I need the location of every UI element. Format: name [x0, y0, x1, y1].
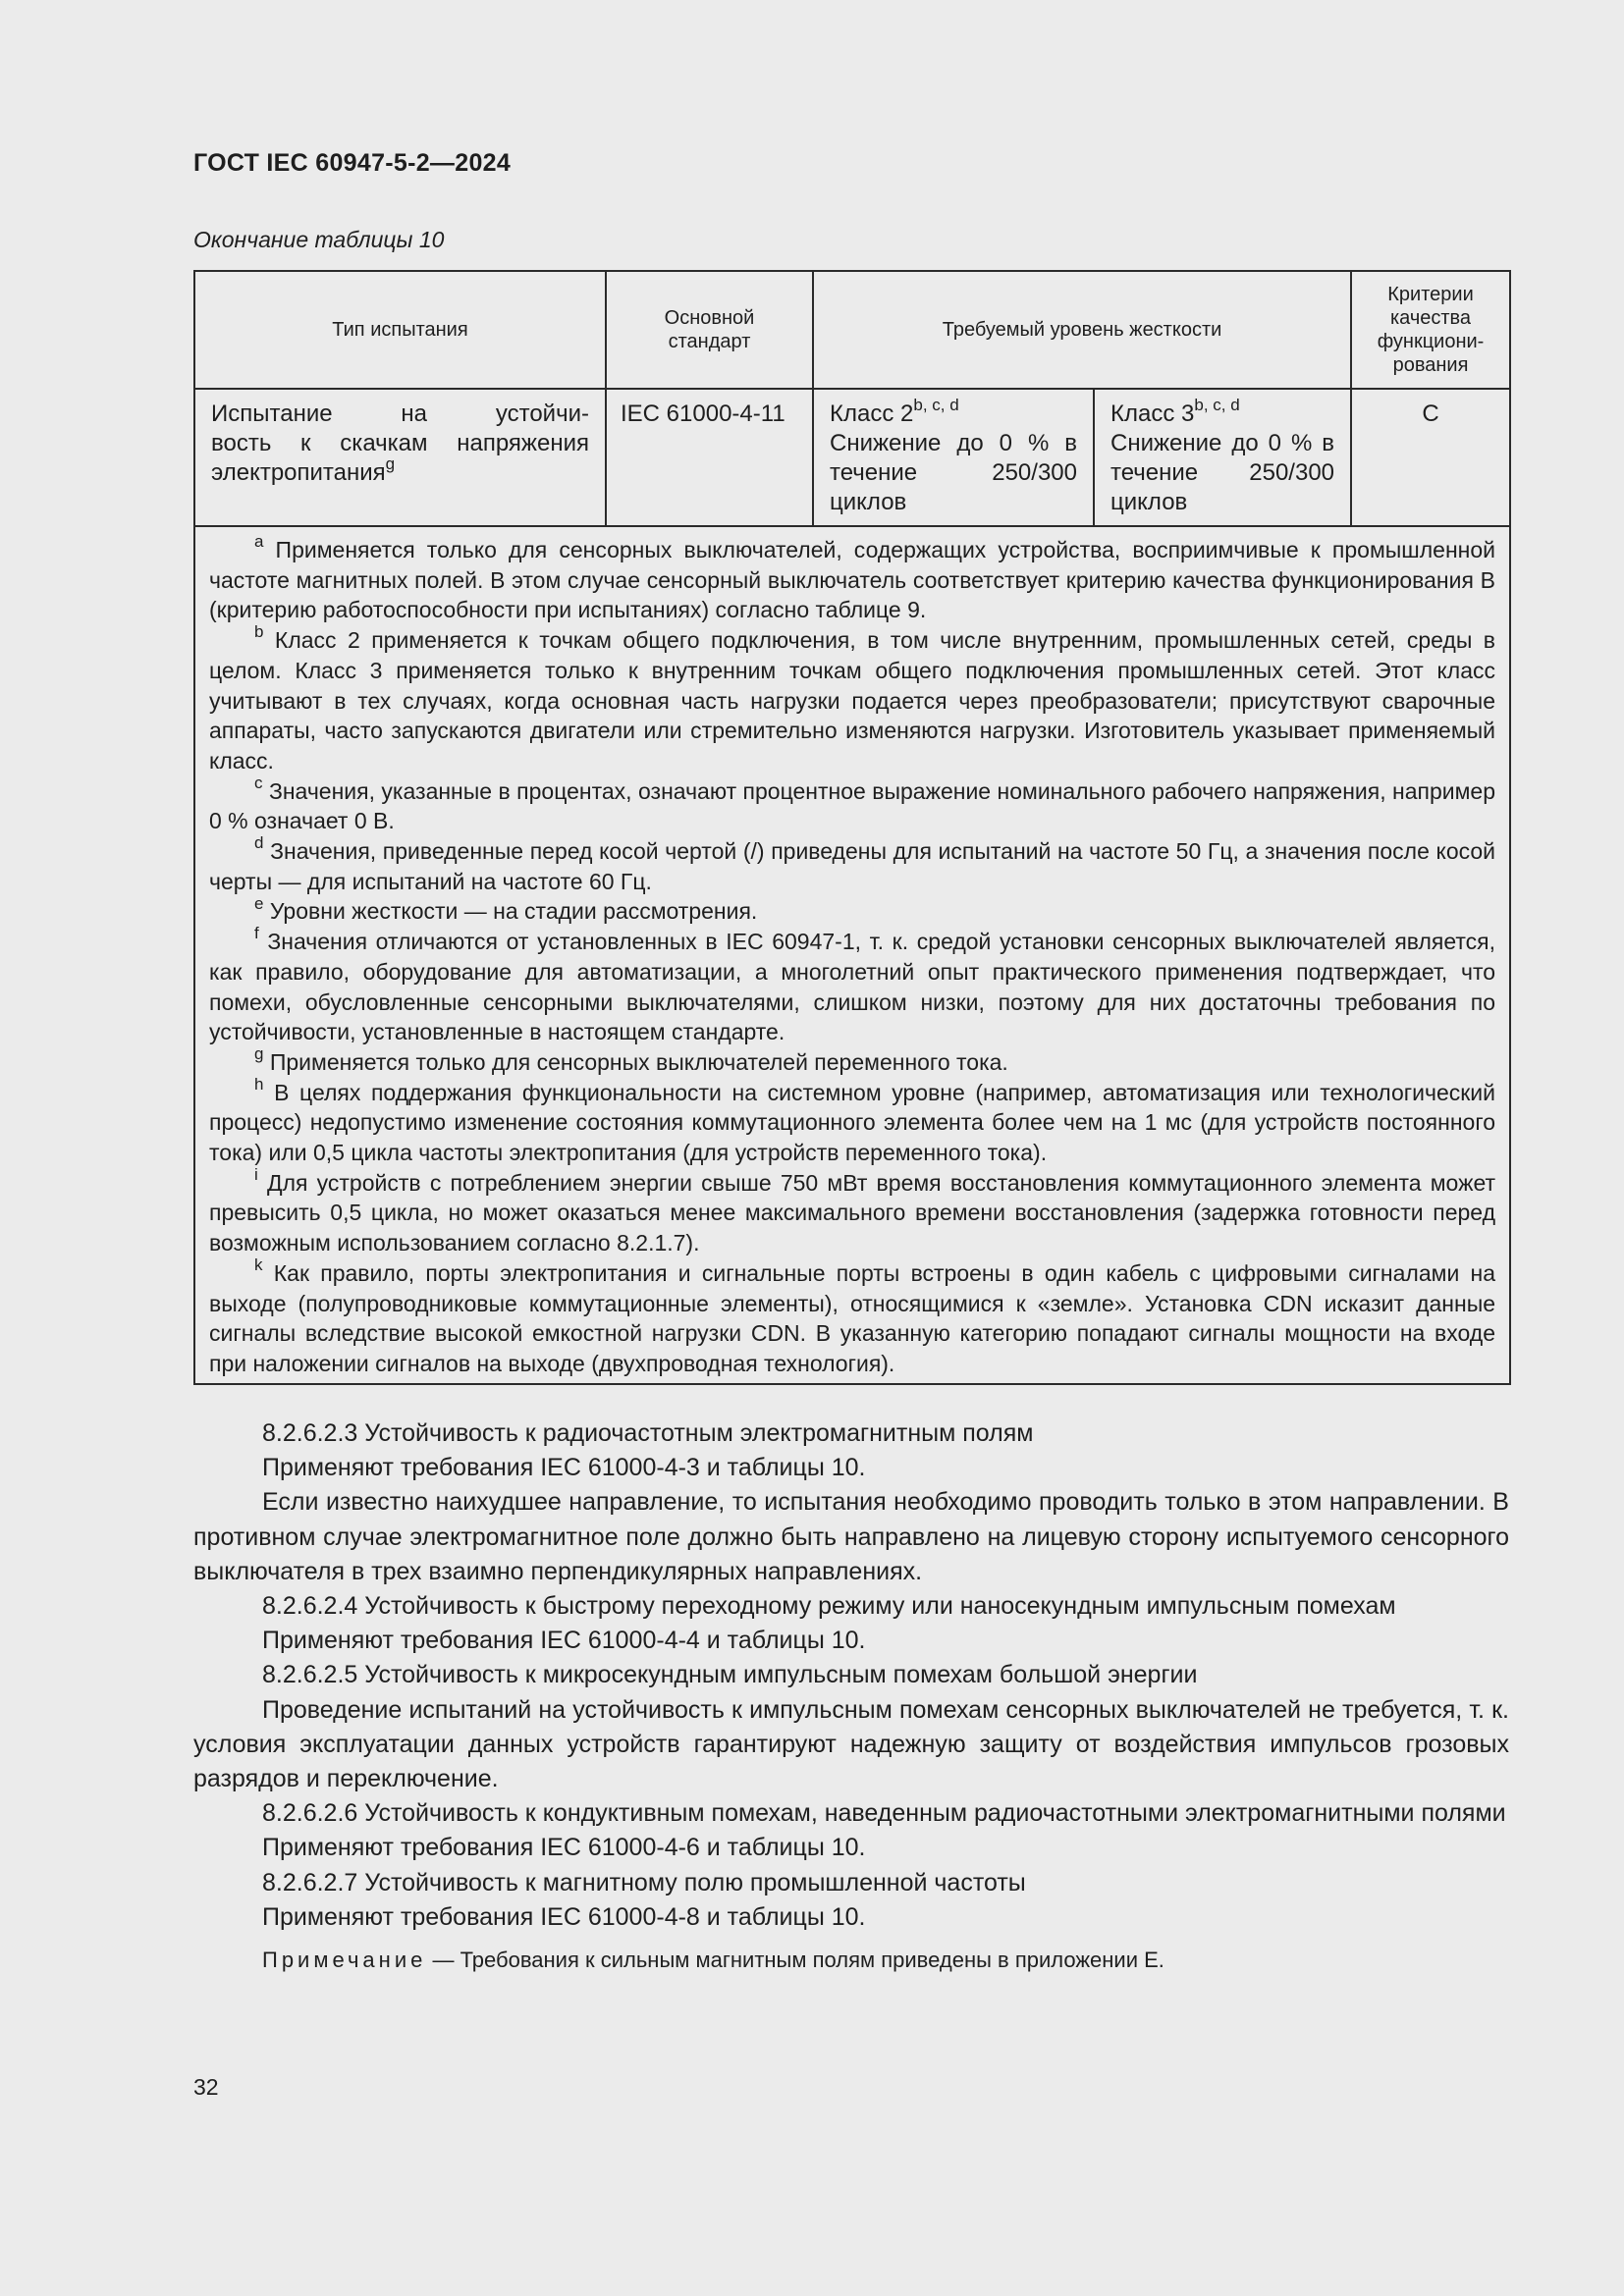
- header-criteria-line2: качества: [1389, 307, 1472, 329]
- footnote-mark: a: [254, 532, 264, 552]
- footnote-g: [209, 1044, 1495, 1078]
- cell-test-type: [194, 389, 606, 526]
- footnote-text: Значения отличаются от установленных в IEC 60947-1, т. к. средой установки сенсорных выключателей является, как правило, оборудование для автоматизации, а многолетний опыт практического применения подтверждает, что помехи, обусловленные сенсорными выключателями, слишком низки, поэтому для них достаточны требования по устойчивости, установленные в настоящем стандарте.: [209, 929, 1496, 1045]
- note: [193, 1943, 1509, 1977]
- section-heading-8-2-6-2-7: 8.2.6.2.7 Устойчивость к магнитному полю промышленной частоты: [262, 1868, 1026, 1896]
- class-3-title: [1110, 396, 1334, 429]
- class-3-footnote-marks: b, c, d: [1194, 396, 1240, 414]
- footnote-mark: b: [254, 622, 264, 642]
- footnote-a: [209, 532, 1496, 625]
- footnotes-row: [194, 526, 1510, 1384]
- note-label: Примечание: [262, 1948, 427, 1973]
- test-footnote-mark: g: [385, 454, 396, 473]
- footnote-h: [209, 1075, 1496, 1168]
- footnote-text: Класс 2 применяется к точкам общего подключения, в том числе внутренним, промышленных сетей, среды в целом. Класс 3 применяется только к внутренним точкам общего подключения промышленных сетей. Этот класс учитывают в тех случаях, когда основная часть нагрузки подается через преобразователи; присутствуют сварочные аппараты, часто запускаются двигатели или стремительно изменяются нагрузки. Изготовитель указывает применяемый класс.: [209, 627, 1496, 774]
- test-line-3: [211, 454, 589, 488]
- document-header: ГОСТ IEC 60947-5-2—2024: [193, 149, 512, 177]
- footnote-text: Значения, приведенные перед косой чертой (/) приведены для испытаний на частоте 50 Гц, а значения после косой черты — для испытаний на частоте 60 Гц.: [209, 838, 1496, 894]
- test-word-1: Испытание: [211, 400, 333, 427]
- class-2-title: [830, 396, 1077, 429]
- body-text: [193, 1416, 1509, 1977]
- header-standard-line2: стандарт: [668, 331, 751, 352]
- footnote-k: [209, 1255, 1496, 1379]
- footnote-mark: d: [254, 833, 264, 853]
- footnotes-cell: [194, 526, 1510, 1384]
- cell-standard: IEC 61000-4-11: [606, 389, 813, 526]
- section-heading-8-2-6-2-5: 8.2.6.2.5 Устойчивость к микросекундным импульсным помехам большой энергии: [262, 1661, 1198, 1689]
- paragraph: Применяют требования IEC 61000-4-8 и таблицы 10.: [262, 1902, 866, 1931]
- footnote-mark: f: [254, 924, 259, 943]
- note-text: — Требования к сильным магнитным полям приведены в приложении Е.: [426, 1948, 1164, 1973]
- class-3-text: Снижение до 0 % в течение 250/300 циклов: [1110, 430, 1335, 515]
- footnote-text: Применяется только для сенсорных выключателей переменного тока.: [269, 1048, 1008, 1075]
- class-2-footnote-marks: b, c, d: [913, 396, 959, 414]
- footnote-mark: g: [254, 1044, 264, 1064]
- header-standard-line1: Основной: [664, 307, 755, 329]
- section-heading-8-2-6-2-6: 8.2.6.2.6 Устойчивость к кондуктивным помехам, наведенным радиочастотными электромагнитными полями: [262, 1799, 1506, 1828]
- header-level: Требуемый уровень жесткости: [813, 271, 1351, 389]
- footnote-text: Уровни жесткости — на стадии рассмотрения.: [269, 898, 758, 925]
- footnote-e: [209, 893, 1495, 927]
- footnote-mark: h: [254, 1075, 264, 1094]
- paragraph: Применяют требования IEC 61000-4-6 и таблицы 10.: [262, 1834, 866, 1862]
- cell-criteria: С: [1351, 389, 1510, 526]
- header-standard: [606, 271, 813, 389]
- footnote-text: В целях поддержания функциональности на системном уровне (например, автоматизация или технологический процесс) недопустимо изменение состояния коммутационного элемента более чем на 1 мс (для устройств постоянного тока) или 0,5 цикла частоты электропитания (для устройств переменного тока).: [209, 1079, 1496, 1166]
- page-number: 32: [193, 2074, 219, 2100]
- footnote-mark: i: [254, 1165, 258, 1185]
- test-word-2: на: [401, 400, 428, 427]
- cell-class-3: [1094, 389, 1351, 526]
- header-criteria: [1351, 271, 1510, 389]
- cell-class-2: [813, 389, 1094, 526]
- footnote-b: [209, 622, 1496, 776]
- section-heading-8-2-6-2-4: 8.2.6.2.4 Устойчивость к быстрому переходному режиму или наносекундным импульсным помехам: [262, 1592, 1396, 1621]
- header-test-type: Тип испытания: [194, 271, 606, 389]
- class-2-title-text: Класс 2: [830, 400, 914, 427]
- paragraph: Если известно наихудшее направление, то испытания необходимо проводить только в этом направлении. В противном случае электромагнитное поле должно быть направлено на лицевую сторону испытуемого сенсорного выключателя в трех взаимно перпендикулярных направлениях.: [193, 1488, 1509, 1585]
- footnote-text: Как правило, порты электропитания и сигнальные порты встроены в один кабель с цифровыми сигналами на выходе (полупроводниковые коммутационные элементы), относящимися к «земле». Установка CDN исказит данные сигналы вследствие высокой емкостной нагрузки CDN. В указанную категорию попадают сигналы мощности на входе при наложении сигналов на выходе (двухпроводная технология).: [209, 1259, 1496, 1376]
- header-criteria-line1: Критерии: [1387, 284, 1474, 305]
- table-row: [194, 389, 1510, 526]
- footnote-d: [209, 833, 1496, 896]
- paragraph: Применяют требования IEC 61000-4-4 и таблицы 10.: [262, 1627, 866, 1655]
- class-2-text: Снижение до 0 % в течение 250/300 циклов: [830, 430, 1077, 515]
- footnote-i: [209, 1165, 1496, 1258]
- table-header-row: [194, 271, 1510, 389]
- class-3-title-text: Класс 3: [1110, 400, 1195, 427]
- header-criteria-line3: функциони-: [1377, 331, 1485, 352]
- footnote-mark: k: [254, 1255, 263, 1275]
- paragraph: Проведение испытаний на устойчивость к импульсным помехам сенсорных выключателей не требуется, т. к. условия эксплуатации данных устройств гарантируют надежную защиту от воздействия импульсов грозовых разрядов и переключение.: [193, 1695, 1509, 1793]
- test-line-2: вость к скачкам напряжения: [211, 430, 589, 456]
- table-10: [193, 270, 1511, 1385]
- footnote-mark: e: [254, 893, 264, 913]
- test-line-3-text: электропитания: [211, 459, 386, 486]
- paragraph: Применяют требования IEC 61000-4-3 и таблицы 10.: [262, 1454, 866, 1482]
- test-word-3: устойчи-: [495, 400, 589, 427]
- table-caption: Окончание таблицы 10: [193, 227, 445, 252]
- section-heading-8-2-6-2-3: 8.2.6.2.3 Устойчивость к радиочастотным электромагнитным полям: [262, 1419, 1034, 1447]
- footnote-c: [209, 773, 1496, 836]
- footnote-text: Для устройств с потреблением энергии свыше 750 мВт время восстановления коммутационного элемента может превысить 0,5 цикла, но может оказаться менее максимального времени восстановления (задержка готовности перед возможным использованием согласно 8.2.1.7).: [209, 1169, 1496, 1256]
- footnote-text: Значения, указанные в процентах, означают процентное выражение номинального рабочего напряжения, например 0 % означает 0 В.: [209, 777, 1496, 834]
- footnote-mark: c: [254, 773, 263, 792]
- header-criteria-line4: рования: [1392, 354, 1469, 376]
- footnote-f: [209, 924, 1496, 1047]
- footnote-text: Применяется только для сенсорных выключателей, содержащих устройства, восприимчивые к промышленной частоте магнитных полей. В этом случае сенсорный выключатель соответствует критерию качества функционирования В (критерию работоспособности при испытаниях) согласно таблице 9.: [209, 537, 1496, 623]
